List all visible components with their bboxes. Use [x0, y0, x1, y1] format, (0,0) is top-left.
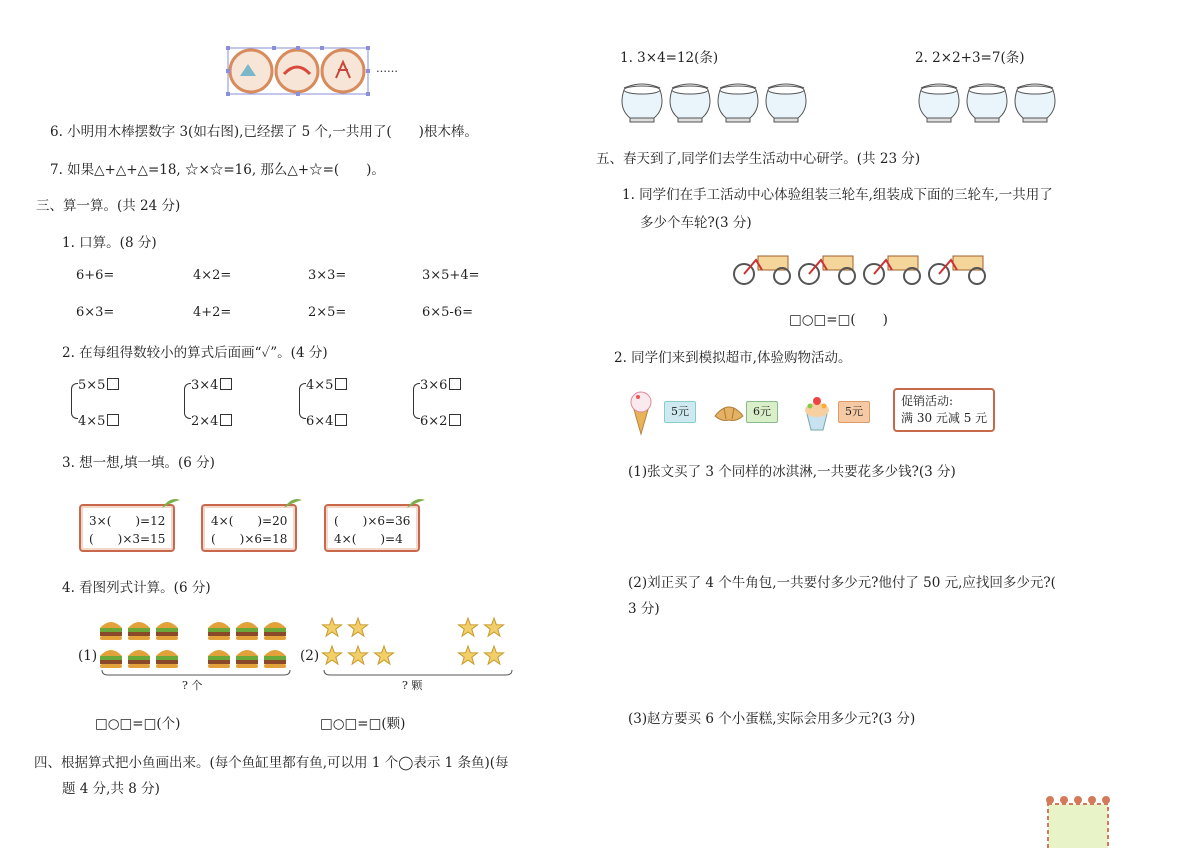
- star-icon: [485, 646, 504, 664]
- part-1-title: 1. 口算。(8 分): [62, 235, 157, 251]
- calc-item: 2×5=: [308, 305, 347, 320]
- part-2-title: 2. 在每组得数较小的算式后面画“✓”。(4 分): [62, 345, 328, 361]
- check-box[interactable]: [220, 378, 232, 390]
- calc-item: 4×2=: [193, 268, 232, 283]
- figure-1-label: (1): [78, 648, 98, 664]
- croissant-icon: [712, 400, 746, 424]
- figure-2-question: ? 颗: [402, 679, 423, 692]
- brace: [299, 383, 306, 419]
- star-icon: [349, 646, 368, 664]
- burger-icon: [264, 650, 286, 668]
- tricycle-icon: [799, 256, 855, 284]
- burger-icon: [264, 622, 286, 640]
- leaf-icon: [160, 496, 182, 510]
- calc-item: 3×5+4=: [422, 268, 480, 283]
- promotion-box: [893, 388, 995, 432]
- fishbowl-icon: [718, 84, 758, 122]
- section-4-title-cont: 题 4 分,共 8 分): [62, 781, 160, 797]
- burger-icon: [128, 622, 150, 640]
- compare-expr: 3×6: [420, 378, 461, 393]
- burger-icon: [208, 650, 230, 668]
- answer-template-1: □○□=□(个): [95, 716, 181, 732]
- calc-item: 4+2=: [193, 305, 232, 320]
- burger-icon: [100, 650, 122, 668]
- calc-item: 3×3=: [308, 268, 347, 283]
- star-icon: [323, 646, 342, 664]
- check-box[interactable]: [335, 378, 347, 390]
- sub-question-1: (1)张文买了 3 个同样的冰淇淋,一共要花多少钱?(3 分): [628, 464, 956, 480]
- burger-icon: [208, 622, 230, 640]
- leaf-icon: [405, 496, 427, 510]
- promotion-title: 促销活动:: [901, 394, 954, 408]
- check-box[interactable]: [220, 414, 232, 426]
- fishbowl-icon: [967, 84, 1007, 122]
- fishbowl-icon: [1015, 84, 1055, 122]
- check-box[interactable]: [449, 378, 461, 390]
- cupcake-icon: [800, 392, 834, 432]
- check-box[interactable]: [107, 378, 119, 390]
- figure-ellipsis: ……: [376, 62, 398, 75]
- price-tag: 5元: [664, 401, 696, 423]
- compare-expr: 6×2: [420, 414, 461, 429]
- fish-equation-1: 1. 3×4=12(条): [620, 50, 719, 66]
- star-icon: [459, 646, 478, 664]
- picture-frames: [226, 46, 370, 96]
- brace: [184, 383, 191, 419]
- figure-2-label: (2): [300, 648, 320, 664]
- sub-question-2: (2)刘正买了 4 个牛角包,一共要付多少元?他付了 50 元,应找回多少元?(: [628, 575, 1056, 591]
- sub-question-3: (3)赵方要买 6 个小蛋糕,实际会用多少元?(3 分): [628, 711, 916, 727]
- fill-card: 3×( )=12 ( )×3=15: [79, 504, 175, 552]
- promotion-rule: 满 30 元减 5 元: [901, 411, 988, 425]
- compare-expr: 2×4: [191, 414, 232, 429]
- fishbowl-icon: [670, 84, 710, 122]
- s5-question-2: 2. 同学们来到模拟超市,体验购物活动。: [614, 350, 852, 366]
- star-icon: [375, 646, 394, 664]
- part-4-title: 4. 看图列式计算。(6 分): [62, 580, 211, 596]
- star-icon: [349, 618, 368, 636]
- decorative-note-frame: [1040, 794, 1116, 848]
- check-box[interactable]: [449, 414, 461, 426]
- ice-cream-icon: [624, 390, 658, 436]
- figure-1-question: ? 个: [182, 679, 203, 692]
- section-4-title: 四、根据算式把小鱼画出来。(每个鱼缸里都有鱼,可以用 1 个◯表示 1 条鱼)(每: [34, 755, 509, 771]
- compare-expr: 6×4: [306, 414, 347, 429]
- burger-icon: [236, 650, 258, 668]
- price-tag: 6元: [746, 401, 778, 423]
- brace: [413, 383, 420, 419]
- fishbowls-group-1: [618, 80, 810, 124]
- compare-expr: 3×4: [191, 378, 232, 393]
- burger-figure: [98, 616, 294, 676]
- burger-icon: [156, 622, 178, 640]
- star-icon: [323, 618, 342, 636]
- brace: [71, 383, 78, 419]
- star-icon: [485, 618, 504, 636]
- compare-expr: 4×5: [78, 414, 119, 429]
- fishbowl-icon: [766, 84, 806, 122]
- leaf-icon: [282, 496, 304, 510]
- fishbowls-group-2: [915, 80, 1059, 124]
- burger-icon: [128, 650, 150, 668]
- fishbowl-icon: [919, 84, 959, 122]
- price-tag: 5元: [838, 401, 870, 423]
- star-icon: [459, 618, 478, 636]
- tricycle-icon: [734, 256, 790, 284]
- s5-question-1: 1. 同学们在手工活动中心体验组装三轮车,组装成下面的三轮车,一共用了: [622, 187, 1053, 203]
- section-3-title: 三、算一算。(共 24 分): [36, 198, 181, 214]
- fishbowl-icon: [622, 84, 662, 122]
- tricycle-icon: [864, 256, 920, 284]
- fish-equation-2: 2. 2×2+3=7(条): [915, 50, 1025, 66]
- calc-item: 6×3=: [76, 305, 115, 320]
- question-6: 6. 小明用木棒摆数字 3(如右图),已经摆了 5 个,一共用了( )根木棒。: [50, 124, 478, 140]
- sub-question-2-cont: 3 分): [628, 601, 660, 617]
- s5-question-1-cont: 多少个车轮?(3 分): [640, 215, 752, 231]
- tricycle-icon: [929, 256, 985, 284]
- calc-item: 6+6=: [76, 268, 115, 283]
- compare-expr: 4×5: [306, 378, 347, 393]
- question-7: 7. 如果△+△+△=18, ☆×☆=16, 那么△+☆=( )。: [50, 162, 385, 178]
- compare-expr: 5×5: [78, 378, 119, 393]
- fill-card: 4×( )=20 ( )×6=18: [201, 504, 297, 552]
- calc-item: 6×5-6=: [422, 305, 473, 320]
- part-3-title: 3. 想一想,填一填。(6 分): [62, 455, 215, 471]
- burger-icon: [236, 622, 258, 640]
- top-figure: [226, 46, 370, 96]
- fill-card: ( )×6=36 4×( )=4: [324, 504, 420, 552]
- burger-icon: [156, 650, 178, 668]
- star-figure: [320, 616, 516, 676]
- answer-template-2: □○□=□(颗): [320, 716, 406, 732]
- s5-answer-template: □○□=□( ): [789, 312, 888, 328]
- burger-icon: [100, 622, 122, 640]
- tricycles: [730, 246, 992, 288]
- check-box[interactable]: [107, 414, 119, 426]
- section-5-title: 五、春天到了,同学们去学生活动中心研学。(共 23 分): [596, 151, 921, 167]
- check-box[interactable]: [335, 414, 347, 426]
